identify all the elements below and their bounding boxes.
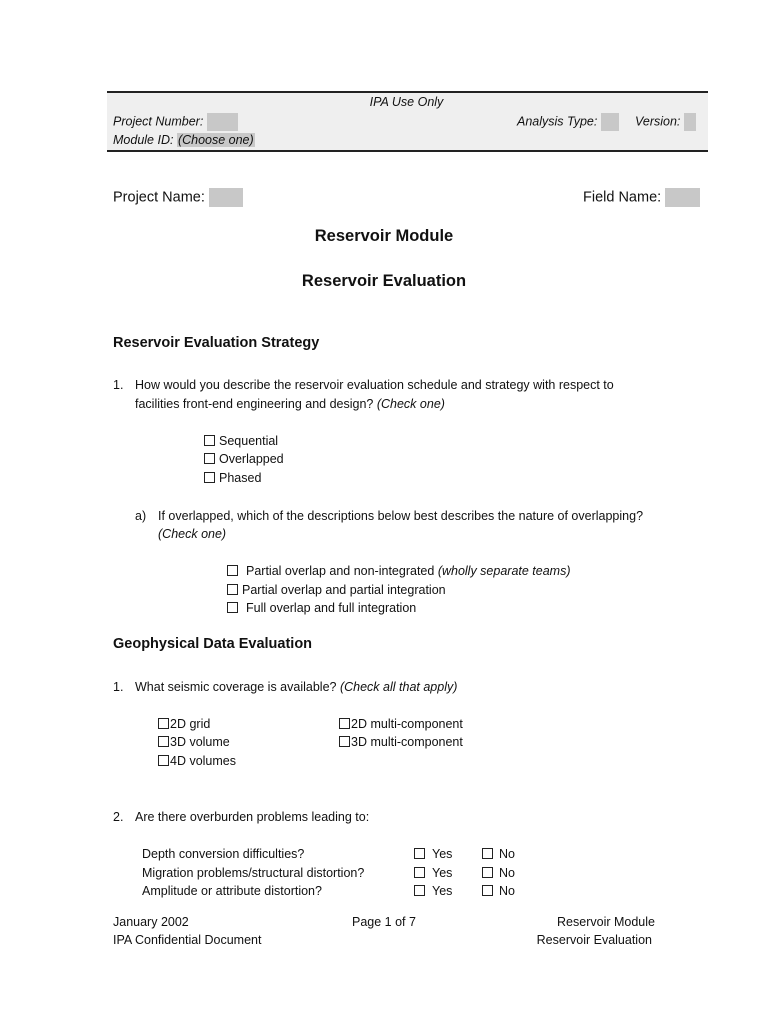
no-option[interactable] [482,866,515,880]
footer-date: January 2002 [113,915,189,929]
checkbox[interactable] [414,867,425,878]
option-label: No [499,866,515,880]
option-label: No [499,847,515,861]
option-label: Overlapped [219,452,284,466]
overburden-row-label: Migration problems/structural distortion? [142,866,365,880]
version-row [635,113,696,131]
checkbox[interactable] [158,718,169,729]
subquestion-note: (Check one) [158,527,227,541]
option-phased[interactable] [204,471,261,485]
footer-confidential: IPA Confidential Document [113,933,262,947]
overburden-row-label: Amplitude or attribute distortion? [142,884,322,898]
coverage-3d-volume[interactable] [158,735,230,749]
option-partial-integration[interactable] [227,583,446,597]
coverage-3d-multi-component[interactable] [339,735,463,749]
subquestion-text: If overlapped, which of the descriptions below best describes the nature of overlapping? [158,509,644,523]
option-label: 3D volume [170,735,230,749]
option-label: 4D volumes [170,754,236,768]
module-title: Reservoir Module [314,227,454,245]
option-label: 2D multi-component [351,717,463,731]
yes-option[interactable] [414,866,452,880]
option-overlapped[interactable] [204,452,284,466]
field-name-label: Field Name: [583,189,662,206]
option-label: Phased [219,471,262,485]
checkbox[interactable] [227,602,238,613]
overburden-question: Are there overburden problems leading to: [135,810,370,824]
checkbox[interactable] [227,565,238,576]
field-name-row [583,188,700,207]
question-number: 1. [113,680,124,694]
checkbox[interactable] [339,736,350,747]
option-partial-non-integrated[interactable] [227,564,571,578]
project-number-label: Project Number: [113,114,204,129]
checkbox[interactable] [482,885,493,896]
checkbox[interactable] [204,435,215,446]
analysis-type-field[interactable] [601,113,619,131]
module-id-label: Module ID: [113,133,174,147]
footer-module: Reservoir Module [557,915,655,929]
option-label: 3D multi-component [351,735,463,749]
analysis-type-row [517,113,619,131]
section-heading-geophysical: Geophysical Data Evaluation [113,636,313,652]
checkbox[interactable] [414,848,425,859]
checkbox[interactable] [158,736,169,747]
project-name-row [113,188,243,207]
coverage-2d-multi-component[interactable] [339,717,463,731]
checkbox[interactable] [482,867,493,878]
option-full-integration[interactable] [227,601,416,615]
version-label: Version: [635,114,681,129]
question-text: What seismic coverage is available? [135,680,337,694]
coverage-4d-volumes[interactable] [158,754,236,768]
checkbox[interactable] [158,755,169,766]
checkbox[interactable] [414,885,425,896]
option-note: (wholly separate teams) [437,564,571,578]
question-text-line1: How would you describe the reservoir evaluation schedule and strategy with respect to [135,378,614,392]
option-label: 2D grid [170,717,211,731]
project-number-field[interactable] [207,113,238,131]
checkbox[interactable] [204,453,215,464]
option-label: Yes [432,866,453,880]
overburden-row-label: Depth conversion difficulties? [142,847,305,861]
no-option[interactable] [482,884,515,898]
option-label: No [499,884,515,898]
coverage-2d-grid[interactable] [158,717,210,731]
option-sequential[interactable] [204,434,278,448]
checkbox[interactable] [227,584,238,595]
option-label: Full overlap and full integration [246,601,417,615]
footer-page-number: Page 1 of 7 [352,915,416,929]
project-name-field[interactable] [209,188,243,207]
module-id-row [113,133,255,147]
yes-option[interactable] [414,847,452,861]
project-number-row [113,113,238,131]
project-name-label: Project Name: [113,189,205,206]
option-label: Partial overlap and partial integration [242,583,446,597]
analysis-type-label: Analysis Type: [517,114,598,129]
question-number: 1. [113,378,124,392]
section-heading-strategy: Reservoir Evaluation Strategy [113,335,320,351]
option-label: Partial overlap and non-integrated [246,564,435,578]
checkbox[interactable] [339,718,350,729]
question-text-line2 [135,397,445,411]
evaluation-title: Reservoir Evaluation [301,272,467,290]
checkbox[interactable] [204,472,215,483]
yes-option[interactable] [414,884,452,898]
no-option[interactable] [482,847,515,861]
version-field[interactable] [684,113,696,131]
checkbox[interactable] [482,848,493,859]
option-label: Sequential [219,434,279,448]
option-label: Yes [432,884,453,898]
ipa-use-only-heading: IPA Use Only [369,95,444,109]
question-text: facilities front-end engineering and design? [135,397,374,411]
question-note: (Check all that apply) [339,680,458,694]
field-name-field[interactable] [665,188,700,207]
question-number: 2. [113,810,124,824]
question-note: (Check one) [376,397,445,411]
subquestion-letter: a) [135,509,147,523]
footer-evaluation: Reservoir Evaluation [536,933,652,947]
seismic-question [135,680,457,694]
module-id-dropdown[interactable]: (Choose one) [177,133,254,147]
option-label: Yes [432,847,453,861]
